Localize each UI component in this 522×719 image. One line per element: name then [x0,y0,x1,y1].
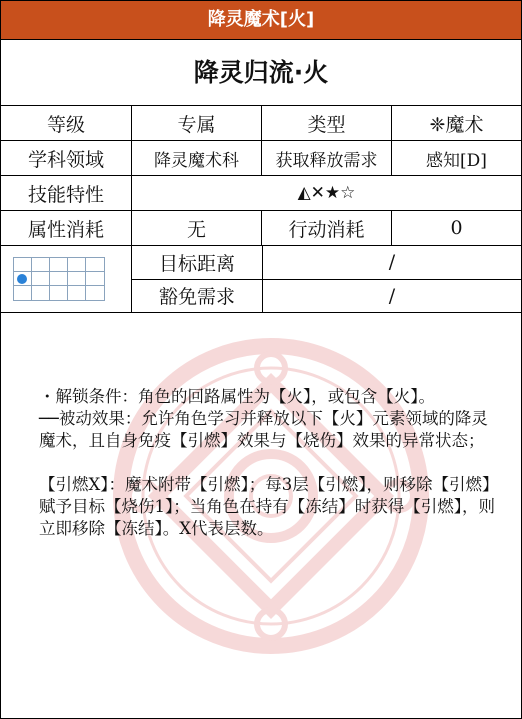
grid-cell [50,258,68,272]
grid-cell [86,258,104,272]
grid-cell [68,258,86,272]
grid-cell [14,286,32,300]
req-label: 获取释放需求 [262,141,392,175]
grid-cell [86,286,104,300]
attr-cost-value: 无 [132,211,262,245]
domain-value: 降灵魔术科 [132,141,262,175]
passive-effect-text: ──被动效果：允许角色学习并释放以下【火】元素领域的降灵魔术，且自身免疫【引燃】效果与【烧伤】效果的异常状态； [39,409,488,450]
trait-label: 技能特性 [1,176,132,210]
row-domain-req [1,141,521,176]
skill-title: 降灵归流·火 [1,40,521,106]
distance-value: / [388,251,396,274]
grid-cell [50,272,68,286]
range-info [132,246,521,312]
action-cost-value: 0 [450,217,463,239]
category-banner: 降灵魔术[火] [1,1,521,40]
level-label: 等级 [1,106,132,140]
domain-label: 学科领域 [1,141,132,175]
req-value: 感知[D] [426,150,487,171]
exempt-label: 豁免需求 [132,280,263,313]
grid-cell [50,286,68,300]
distance-row [132,246,521,280]
grid-cell [14,258,32,272]
type-label: 类型 [262,106,392,140]
grid-cell [32,272,50,286]
distance-label: 目标距离 [132,246,263,279]
grid-cell [68,286,86,300]
unlock-condition-text: ・解锁条件：角色的回路属性为【火】，或包含【火】。 [39,387,435,406]
grid-cell-selected [14,272,32,286]
row-level-type [1,106,521,141]
row-cost [1,211,521,246]
trait-icons: ◭✕★☆ [297,183,356,203]
type-value: ❈魔术 [429,113,484,136]
action-cost-label: 行动消耗 [262,211,392,245]
grid-cell [32,286,50,300]
grid-cell [32,258,50,272]
exempt-value: / [388,284,396,307]
range-block [1,246,521,313]
ignite-rule-text: 【引燃X】：魔术附带【引燃】；每3层【引燃】，则移除【引燃】赋予目标【烧伤1】；当角色在持有【冻结】时获得【引燃】，则立即移除【冻结】。X代表层数。 [39,475,499,538]
attr-cost-label: 属性消耗 [1,211,132,245]
range-grid [13,257,105,301]
description [39,386,499,540]
exempt-row [132,280,521,313]
level-value: 专属 [132,106,262,140]
grid-cell [68,272,86,286]
target-dot-icon [17,274,27,284]
range-grid-container [1,246,132,312]
row-trait [1,176,521,211]
grid-cell [86,272,104,286]
